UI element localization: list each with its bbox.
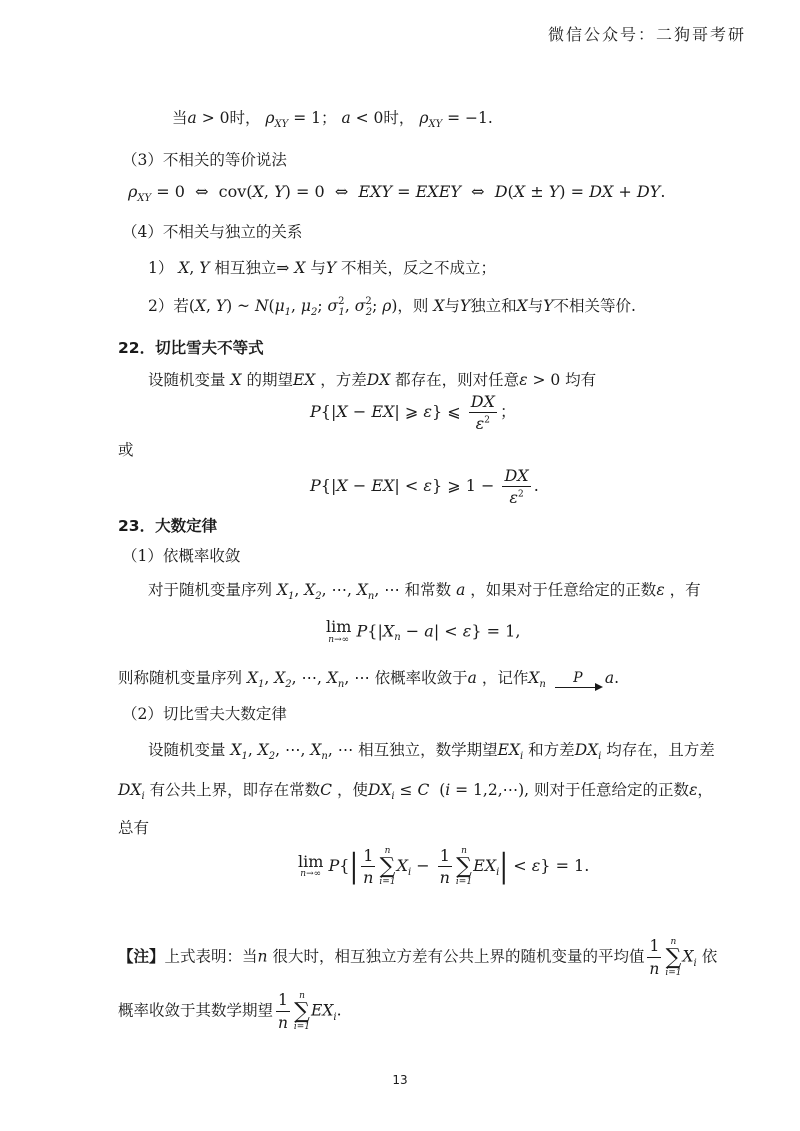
text-fragment: ； [320,109,337,127]
text-fragment: ，方差 [320,371,367,389]
text-fragment: 不相关，反之不成立； [341,259,497,277]
text-fragment: 当 [172,109,188,127]
convergence-definition: 对于随机变量序列 $X_1$, $X_2$, ⋯, $X_n$, ⋯ 和常数 a ，如果对于任意给定的正数ε ，有 [148,581,701,602]
section-4-heading: （4）不相关与独立的关系 [122,223,303,241]
text-fragment: 相互独立，数学期望 [358,741,498,759]
chebyshev-formula-1: P{|X − EX| ⩾ ε} ⩽ $\frac{DX}{\varepsilon^2}$ ； [310,392,516,433]
item-2: 2）若(X, Y) ~ $N(\mu_1$, $\mu_2$; $\sigma^2_1$, $\sigma^2_2$; ρ)，则 X与Y独立和X与Y不相关等价. [148,296,636,318]
text-fragment: 相互独立 [214,259,277,277]
heading-22: 22．切比雪夫不等式 [118,339,264,357]
text-fragment: 1） [148,259,174,277]
header-watermark: 微信公众号：二狗哥考研 [547,25,746,44]
text-fragment: 上式表明：当 [164,947,258,966]
text-fragment: 则对于任意给定的正数 [534,781,690,799]
text-fragment: 不相关等价. [553,297,636,315]
text-fragment: ，记作 [481,669,529,687]
text-fragment: ，有 [669,581,701,599]
converge-arrow: P [555,671,601,688]
text-fragment: ，则 [397,297,429,315]
text-fragment: 的期望 [246,371,293,389]
text-fragment: 依概率收敛于 [374,669,468,687]
text-fragment: 都存在，则对任意 [395,371,520,389]
note-line-1: 【注】上式表明：当n 很大时，相互独立方差有公共上界的随机变量的平均值 $\frac{1}{n}$ n ∑ i=1 $X_i$ 依 [118,936,718,978]
text-fragment: ，如果对于任意给定的正数 [470,581,657,599]
text-fragment: 和常数 [404,581,452,599]
item-1: 1） X, Y 相互独立⇒ X 与Y 不相关，反之不成立； [148,259,497,277]
note-line-2: 概率收敛于其数学期望 $\frac{1}{n}$ n ∑ i=1 $EX_i$. [118,990,342,1032]
text-fragment: 均有 [565,371,597,389]
law-of-large-numbers-formula: lim n→∞ P{| $\frac{1}{n}$ n ∑ i=1 $X_i$ − $\frac{1}{n}$ n ∑ i=1 $EX_i| < \varepsilon\} = 1$. [298,845,590,887]
equivalence-formula: $\rho_{XY} = 0$ ⇔ cov(X, Y) = 0 ⇔ EXY = EXEY ⇔ D(X ± Y) = DX + DY. [128,182,666,204]
text-fragment: 概率收敛于其数学期望 [118,1001,274,1020]
or-text: 或 [118,441,134,459]
chebyshev-intro: 设随机变量 X 的期望EX ，方差DX 都存在，则对任意ε > 0 均有 [148,371,597,389]
text-fragment: 时， [229,109,261,127]
limit-formula: lim n→∞ $P\{|X_n - a| < \varepsilon\} = 1$, [326,617,521,645]
page-number: 13 [392,1073,408,1087]
text-fragment: 依 [701,947,718,966]
convergence-notation: 则称随机变量序列 $X_1$, $X_2$, ⋯, $X_n$, ⋯ 依概率收敛于a ，记作$X_n$ P a. [118,669,619,690]
text-fragment: 与 [527,297,544,315]
law-statement-line-3: 总有 [118,819,150,837]
text-fragment: 和方差 [528,741,575,759]
text-fragment: ，使 [336,781,368,799]
text-fragment: 时， [383,109,415,127]
law-statement-line-1: 设随机变量 $X_1$, $X_2$, ⋯, $X_n$, ⋯ 相互独立，数学期望$EX_i$ 和方差$DX_i$ 均存在，且方差 [148,741,715,762]
text-fragment: 独立和 [470,297,517,315]
subsection-1-heading: （1）依概率收敛 [122,547,241,565]
text-fragment: 设随机变量 [148,371,226,389]
text-fragment: 与 [310,259,326,277]
text-fragment: 很大时，相互独立方差有公共上界的随机变量的平均值 [272,947,645,966]
text-fragment: 有公共上界，即存在常数 [149,781,321,799]
text-fragment: 2）若 [148,297,189,315]
text-fragment: 对于随机变量序列 [148,581,273,599]
section-3-heading: （3）不相关的等价说法 [122,151,287,169]
law-statement-line-2: $DX_i$ 有公共上界，即存在常数C ，使$DX_i \le C$ (i = 1,2,⋯), 则对于任意给定的正数ε， [118,781,713,802]
note-label: 【注】 [118,946,165,966]
chebyshev-formula-2: P{|X − EX| < ε} ⩾ 1 − $\frac{DX}{\varepsilon^2}$ . [310,466,539,507]
text-fragment: 均存在，且方差 [606,741,715,759]
text-fragment: 设随机变量 [148,741,226,759]
text-fragment: ， [697,781,713,799]
subsection-2-heading: （2）切比雪夫大数定律 [122,705,287,723]
correlation-sign-line: 当a > 0时， $\rho_{XY} = 1$； a < 0时， $\rho_{XY} = -1$. [172,109,493,130]
text-fragment: 与 [444,297,460,315]
text-fragment: 则称随机变量序列 [118,669,243,687]
heading-23: 23．大数定律 [118,517,218,535]
